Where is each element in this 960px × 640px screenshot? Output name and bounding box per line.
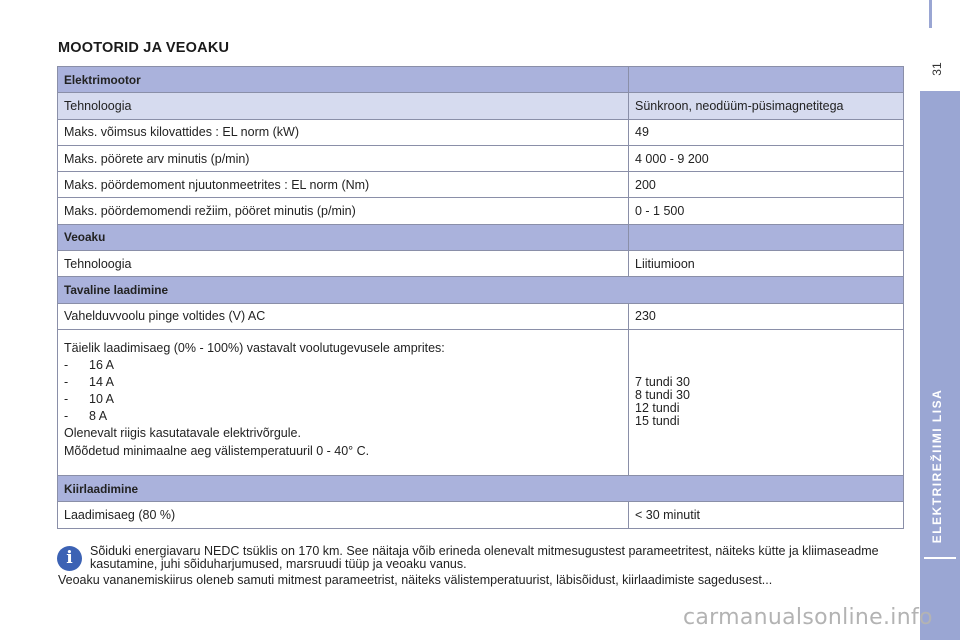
table-cell: Tehnoloogia — [58, 251, 629, 277]
charge-time: 8 tundi 30 — [635, 388, 690, 403]
section-header: Kiirlaadimine — [58, 475, 904, 501]
table-row — [58, 329, 904, 475]
list-item — [64, 376, 622, 389]
list-item — [64, 393, 622, 406]
table-row — [58, 93, 904, 119]
table-row — [58, 277, 904, 303]
full-charge-note-temperature: Mõõdetud minimaalne aeg välistemperatuuril 0 - 40° C. — [64, 443, 370, 458]
list-dash: - — [64, 374, 69, 389]
amp-value: 16 A — [89, 357, 115, 372]
side-tick-decoration — [924, 557, 956, 559]
table-cell: 0 - 1 500 — [629, 198, 904, 224]
list-dash: - — [64, 408, 69, 423]
watermark: carmanualsonline.info — [683, 605, 933, 630]
table-row — [58, 475, 904, 501]
table-cell: Liitiumioon — [629, 251, 904, 277]
section-side-label: ELEKTRIREŽIIMI LISA — [930, 388, 944, 544]
table-row — [58, 502, 904, 528]
table-row — [58, 119, 904, 145]
info-icon: i — [57, 546, 82, 571]
section-header: Veoaku — [58, 224, 629, 250]
table-cell: Maks. pöörete arv minutis (p/min) — [58, 145, 629, 171]
table-cell: Tehnoloogia — [58, 93, 629, 119]
table-cell: Maks. pöördemoment njuutonmeetrites : EL norm (Nm) — [58, 172, 629, 198]
amp-value: 14 A — [89, 374, 115, 389]
table-row — [58, 67, 904, 93]
table-row — [58, 145, 904, 171]
table-cell: Laadimisaeg (80 %) — [58, 502, 629, 528]
table-cell-charge-times — [629, 329, 904, 475]
page-title: MOOTORID JA VEOAKU — [58, 40, 230, 56]
table-cell: 200 — [629, 172, 904, 198]
table-cell — [629, 67, 904, 93]
table-cell: Maks. võimsus kilovattides : EL norm (kW) — [58, 119, 629, 145]
full-charge-note: Olenevalt riigis kasutatavale elektrivõrgule. — [64, 425, 301, 440]
table-cell-full-charge — [58, 329, 629, 475]
table-cell: Vahelduvvoolu pinge voltides (V) AC — [58, 303, 629, 329]
table-cell — [629, 224, 904, 250]
section-header: Tavaline laadimine — [58, 277, 904, 303]
side-line-decoration — [929, 0, 932, 28]
table-cell: 49 — [629, 119, 904, 145]
table-cell: Sünkroon, neodüüm-püsimagnetitega — [629, 93, 904, 119]
spec-table — [57, 66, 904, 529]
page-number: 31 — [930, 62, 944, 76]
info-text: Sõiduki energiavaru NEDC tsüklis on 170 km. See näitaja võib erineda olenevalt mitmesugustest parameetritest, näiteks kütte ja kliimaseadme kasutamine, juhi sõiduharjumused, marsruudi tüüp ja veoaku vanus. — [90, 544, 879, 571]
table-row — [58, 251, 904, 277]
table-cell: < 30 minutit — [629, 502, 904, 528]
table-cell: 230 — [629, 303, 904, 329]
list-dash: - — [64, 391, 69, 406]
table-cell: Maks. pöördemomendi režiim, pööret minutis (p/min) — [58, 198, 629, 224]
table-cell: 4 000 - 9 200 — [629, 145, 904, 171]
table-row — [58, 172, 904, 198]
list-dash: - — [64, 357, 69, 372]
amp-value: 10 A — [89, 391, 115, 406]
charge-time: 15 tundi — [635, 414, 680, 429]
charge-time: 12 tundi — [635, 401, 680, 416]
footnote: Veoaku vananemiskiirus oleneb samuti mitmest parameetrist, näiteks välistemperatuurist, läbisõidust, kiirlaadimiste sagedusest... — [58, 573, 773, 587]
section-header: Elektrimootor — [58, 67, 629, 93]
table-row — [58, 303, 904, 329]
full-charge-intro: Täielik laadimisaeg (0% - 100%) vastavalt voolutugevusele amprites: — [64, 340, 445, 355]
list-item — [64, 359, 622, 372]
charge-time: 7 tundi 30 — [635, 375, 690, 390]
table-row — [58, 224, 904, 250]
amp-value: 8 A — [89, 408, 108, 423]
table-row — [58, 198, 904, 224]
list-item — [64, 410, 622, 423]
